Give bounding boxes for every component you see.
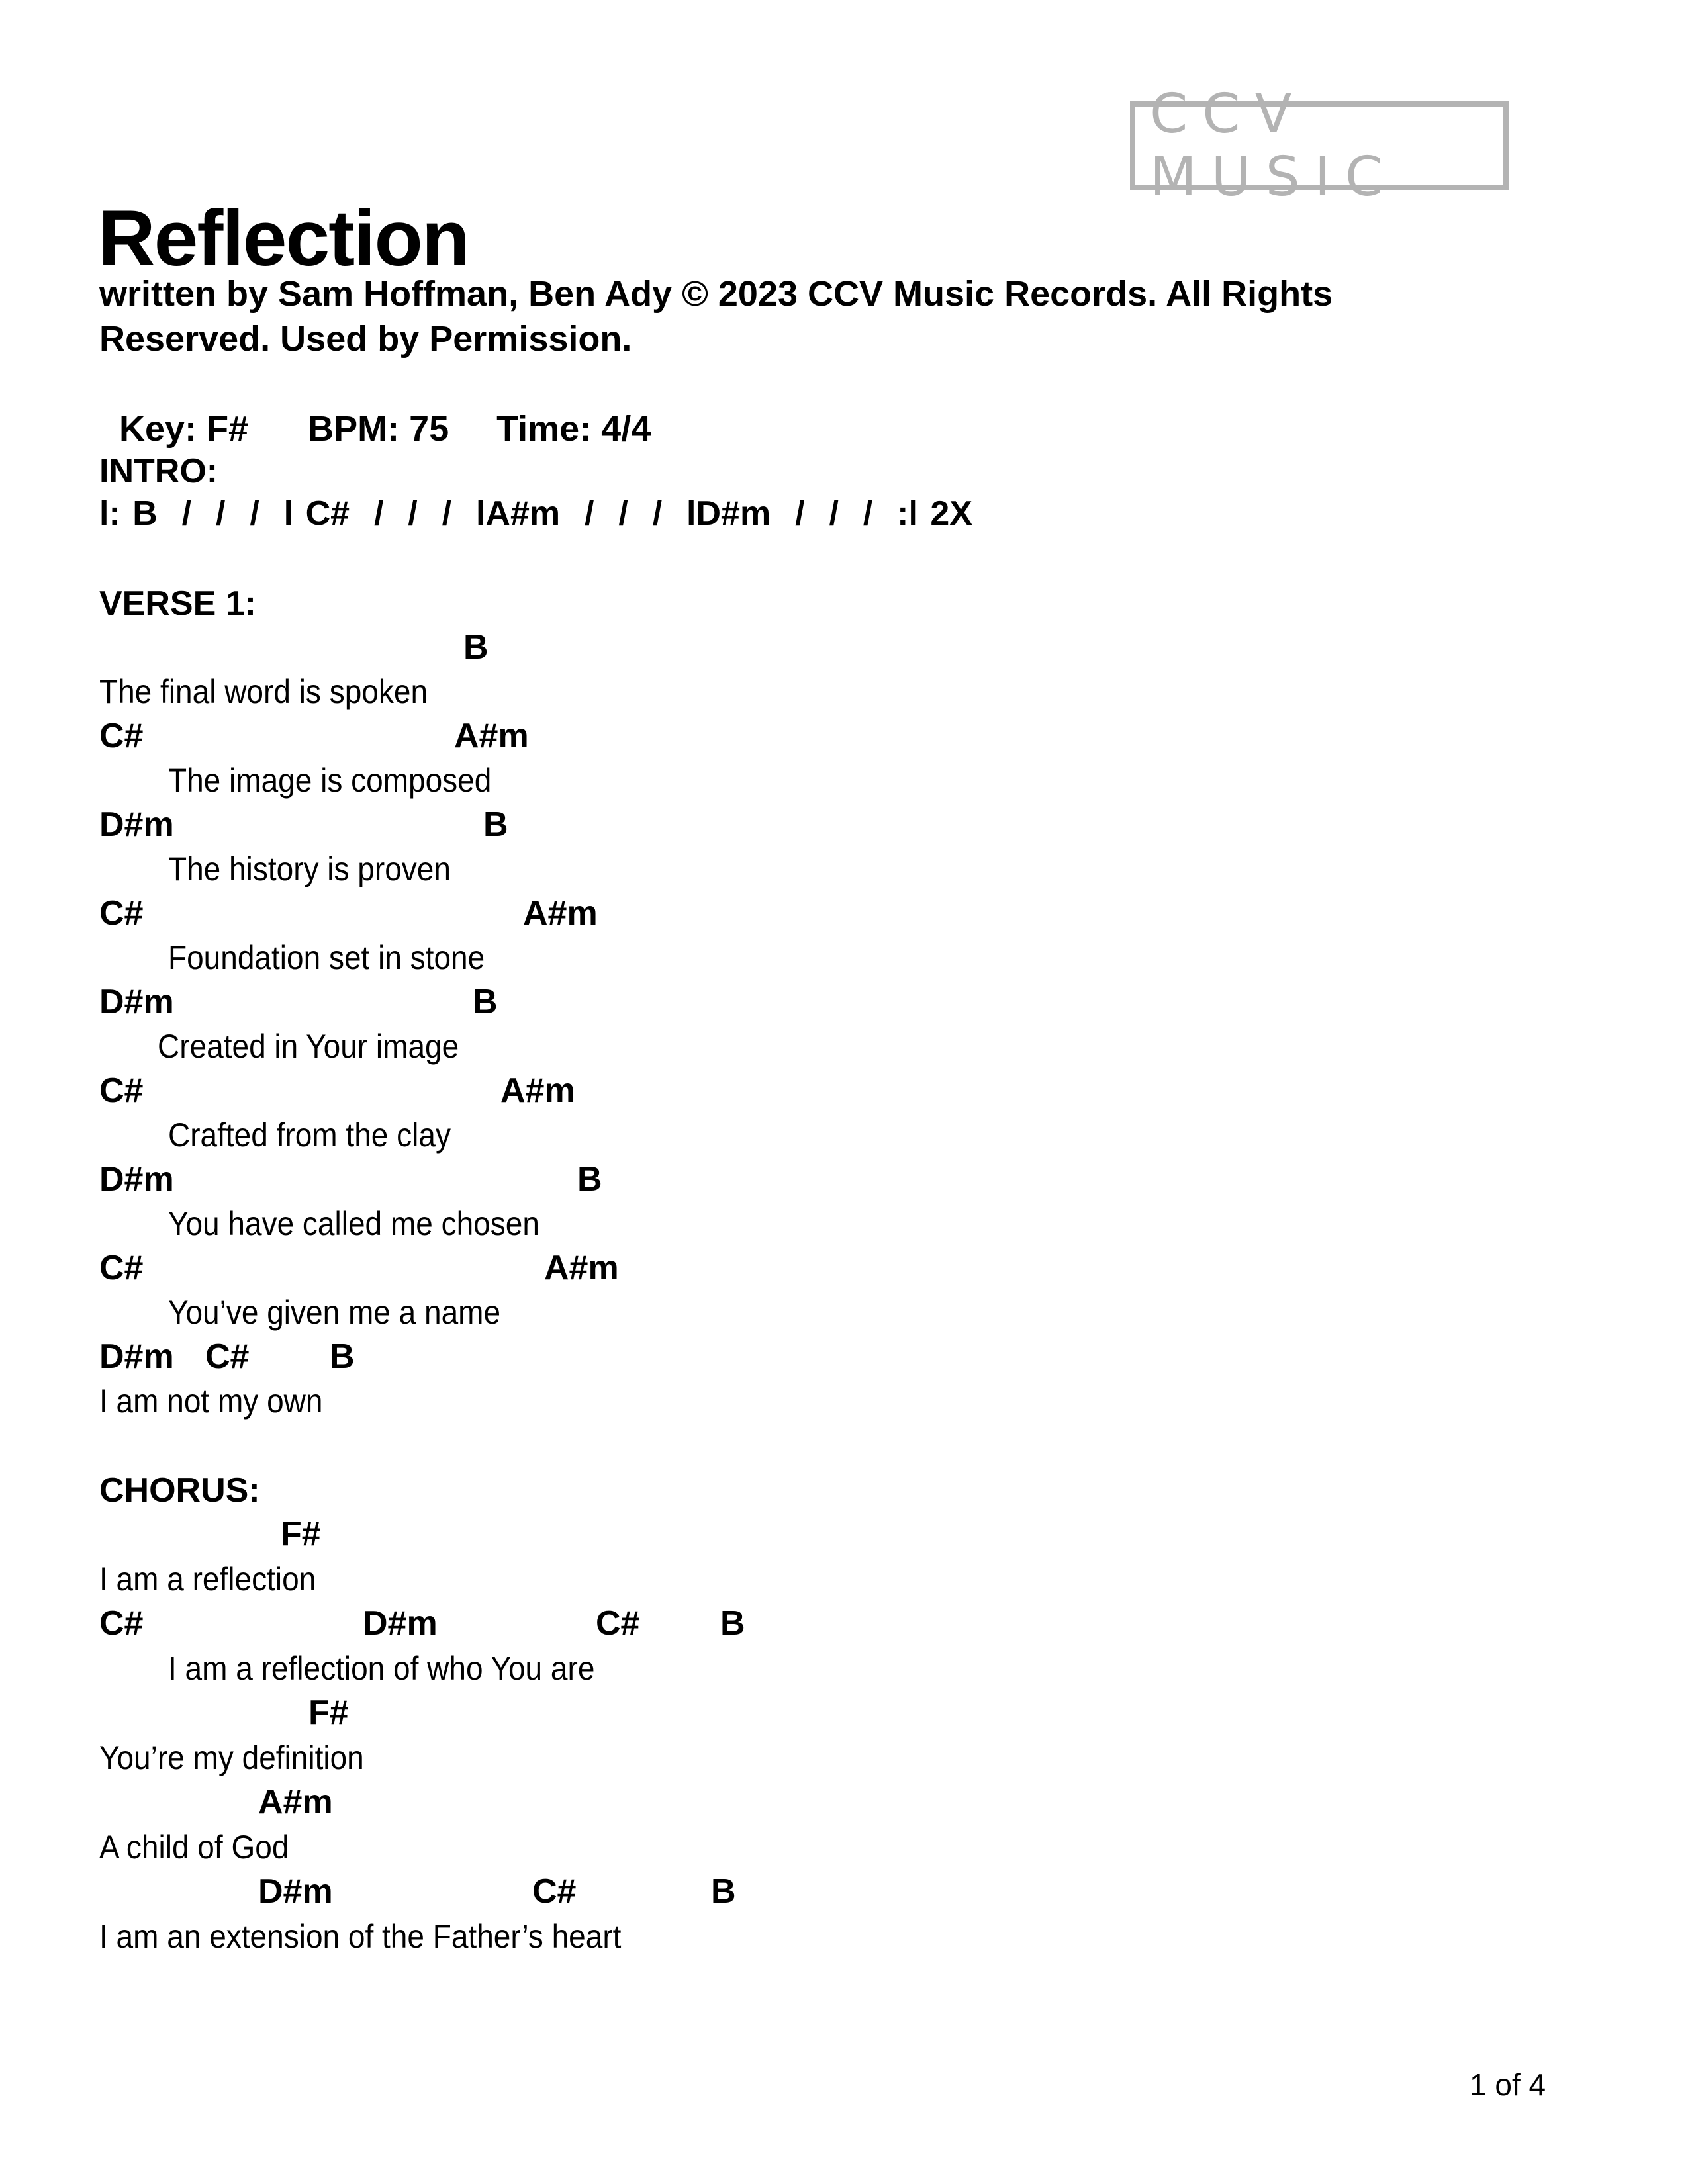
section-label-intro: INTRO: [99, 452, 218, 490]
chord: B [463, 628, 489, 666]
chord-line [0, 803, 1589, 846]
page-number: 1 of 4 [1470, 2068, 1546, 2102]
lyric-line: I am a reflection [99, 1560, 316, 1598]
lyric-line: You’ve given me a name [168, 1294, 501, 1331]
lyric-line: The final word is spoken [99, 673, 428, 710]
chord: C# [99, 1604, 144, 1643]
chord-line [0, 1781, 1589, 1823]
lyric-line: I am a reflection of who You are [168, 1649, 595, 1687]
chord: D#m [363, 1604, 438, 1643]
song-info [99, 361, 651, 451]
chord-line [0, 1158, 1589, 1201]
section-label-verse-1: VERSE 1: [99, 584, 256, 623]
lyric-line: You have called me chosen [168, 1205, 539, 1242]
song-key: Key: F# [119, 409, 249, 449]
lyric-line: You’re my definition [99, 1739, 364, 1776]
chord: B [473, 983, 498, 1021]
chord: C# [532, 1872, 577, 1911]
ccv-music-logo [1130, 83, 1509, 208]
lyric-line: Created in Your image [158, 1028, 459, 1065]
chord: F# [308, 1694, 349, 1732]
chord: C# [205, 1338, 250, 1376]
chord: A#m [523, 894, 598, 933]
chord: F# [281, 1515, 321, 1553]
chord: A#m [258, 1783, 333, 1821]
chord: C# [99, 717, 144, 755]
song-title: Reflection [98, 194, 469, 283]
chord-line [0, 1602, 1589, 1645]
chord: D#m [99, 1338, 174, 1376]
chord: C# [99, 894, 144, 933]
chord-line [0, 1069, 1589, 1112]
chord: B [483, 805, 508, 844]
song-bpm: BPM: 75 [308, 409, 449, 449]
chord-line [0, 1692, 1589, 1734]
lyric-line: I am an extension of the Father’s heart [99, 1917, 622, 1955]
credits-line-1: written by Sam Hoffman, Ben Ady © 2023 CCV Music Records. All Rights [99, 274, 1333, 314]
lyric-line: The history is proven [168, 850, 451, 887]
chord-line [0, 1513, 1589, 1555]
chord: B [711, 1872, 736, 1911]
chord-line [0, 1336, 1589, 1378]
credits-line-2: Reserved. Used by Permission. [99, 319, 632, 359]
chord-line [0, 1870, 1589, 1913]
lyric-line: A child of God [99, 1828, 289, 1866]
chord-line [0, 715, 1589, 757]
lyric-line: Crafted from the clay [168, 1116, 451, 1154]
chord: D#m [258, 1872, 333, 1911]
chord: B [720, 1604, 745, 1643]
lyric-line: I am not my own [99, 1383, 323, 1420]
chord-line [0, 981, 1589, 1023]
section-label-chorus: CHORUS: [99, 1471, 260, 1510]
chord: D#m [99, 983, 174, 1021]
lyric-line: The image is composed [168, 762, 492, 799]
intro-progression: l: B / / / l C# / / / lA#m / / / lD#m / / / :l 2X [99, 494, 972, 533]
chord: C# [596, 1604, 640, 1643]
chord: A#m [544, 1249, 619, 1287]
chord: A#m [500, 1071, 575, 1110]
chord-line [0, 626, 1589, 668]
chord: C# [99, 1071, 144, 1110]
chord-line [0, 1247, 1589, 1289]
chord: C# [99, 1249, 144, 1287]
logo-text: CCV MUSIC [1150, 83, 1398, 208]
chord: B [330, 1338, 355, 1376]
chord-line [0, 892, 1589, 934]
chord: D#m [99, 805, 174, 844]
lyric-line: Foundation set in stone [168, 939, 485, 976]
chord: B [577, 1160, 602, 1199]
song-time-signature: Time: 4/4 [496, 409, 651, 449]
chord: A#m [454, 717, 529, 755]
chord: D#m [99, 1160, 174, 1199]
